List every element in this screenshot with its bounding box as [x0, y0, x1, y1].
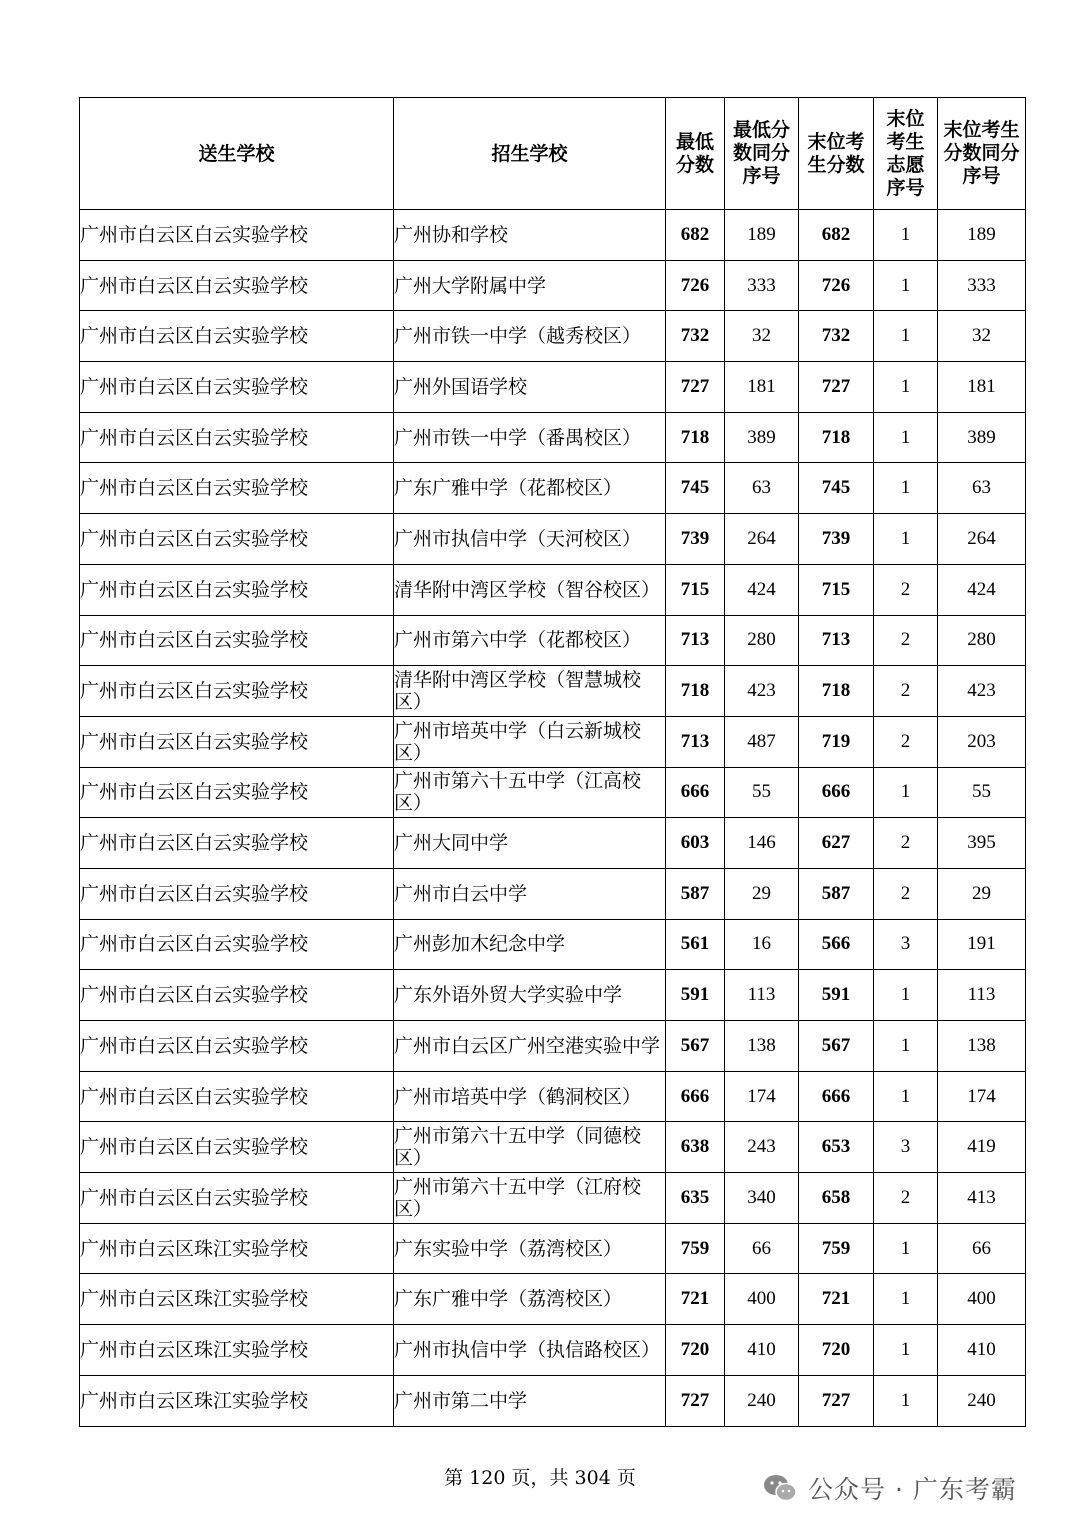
table-row [80, 362, 1026, 413]
min-score-cell: 666 [666, 767, 725, 818]
table-row [80, 868, 1026, 919]
choice-order-cell: 1 [874, 1071, 938, 1122]
choice-order-cell: 2 [874, 818, 938, 869]
min-rank-cell: 243 [725, 1122, 799, 1173]
choice-order-cell: 2 [874, 666, 938, 717]
min-score-cell: 587 [666, 868, 725, 919]
min-rank-cell: 55 [725, 767, 799, 818]
last-rank-cell: 400 [938, 1274, 1026, 1325]
header-min-rank: 最低分数同分序号 [725, 98, 799, 210]
last-rank-cell: 240 [938, 1375, 1026, 1426]
choice-order-cell: 2 [874, 615, 938, 666]
recruit-school-cell: 广州市铁一中学（越秀校区） [394, 311, 666, 362]
min-rank-cell: 340 [725, 1173, 799, 1224]
last-rank-cell: 419 [938, 1122, 1026, 1173]
min-rank-cell: 240 [725, 1375, 799, 1426]
watermark-text: 公众号 · 广东考霸 [808, 1475, 1017, 1504]
recruit-school-cell: 广州市第六十五中学（同德校区） [394, 1122, 666, 1173]
recruit-school-cell: 广州外国语学校 [394, 362, 666, 413]
header-last-rank: 末位考生分数同分序号 [938, 98, 1026, 210]
send-school-cell: 广州市白云区白云实验学校 [80, 919, 394, 970]
send-school-cell: 广州市白云区白云实验学校 [80, 767, 394, 818]
header-min-score: 最低分数 [666, 98, 725, 210]
table-row [80, 311, 1026, 362]
min-score-cell: 715 [666, 564, 725, 615]
min-rank-cell: 333 [725, 260, 799, 311]
min-rank-cell: 63 [725, 463, 799, 514]
min-score-cell: 635 [666, 1173, 725, 1224]
recruit-school-cell: 广州协和学校 [394, 210, 666, 261]
last-score-cell: 726 [799, 260, 874, 311]
min-rank-cell: 146 [725, 818, 799, 869]
last-score-cell: 658 [799, 1173, 874, 1224]
min-score-cell: 727 [666, 1375, 725, 1426]
min-score-cell: 682 [666, 210, 725, 261]
last-rank-cell: 413 [938, 1173, 1026, 1224]
min-rank-cell: 113 [725, 970, 799, 1021]
choice-order-cell: 1 [874, 463, 938, 514]
choice-order-cell: 1 [874, 514, 938, 565]
recruit-school-cell: 广州大学附属中学 [394, 260, 666, 311]
recruit-school-cell: 广州市白云中学 [394, 868, 666, 919]
last-score-cell: 732 [799, 311, 874, 362]
recruit-school-cell: 广州市第六中学（花都校区） [394, 615, 666, 666]
recruit-school-cell: 广州市执信中学（天河校区） [394, 514, 666, 565]
send-school-cell: 广州市白云区白云实验学校 [80, 1071, 394, 1122]
last-rank-cell: 423 [938, 666, 1026, 717]
send-school-cell: 广州市白云区白云实验学校 [80, 818, 394, 869]
send-school-cell: 广州市白云区白云实验学校 [80, 615, 394, 666]
last-rank-cell: 113 [938, 970, 1026, 1021]
table-row [80, 412, 1026, 463]
table-row [80, 1173, 1026, 1224]
choice-order-cell: 2 [874, 564, 938, 615]
recruit-school-cell: 广州市第二中学 [394, 1375, 666, 1426]
min-rank-cell: 400 [725, 1274, 799, 1325]
table-row [80, 615, 1026, 666]
send-school-cell: 广州市白云区珠江实验学校 [80, 1325, 394, 1376]
choice-order-cell: 1 [874, 767, 938, 818]
table-row [80, 463, 1026, 514]
recruit-school-cell: 清华附中湾区学校（智谷校区） [394, 564, 666, 615]
send-school-cell: 广州市白云区白云实验学校 [80, 514, 394, 565]
table-row [80, 1223, 1026, 1274]
send-school-cell: 广州市白云区珠江实验学校 [80, 1375, 394, 1426]
choice-order-cell: 1 [874, 412, 938, 463]
table-row [80, 1021, 1026, 1072]
min-rank-cell: 181 [725, 362, 799, 413]
choice-order-cell: 1 [874, 970, 938, 1021]
send-school-cell: 广州市白云区白云实验学校 [80, 412, 394, 463]
last-score-cell: 666 [799, 767, 874, 818]
send-school-cell: 广州市白云区白云实验学校 [80, 311, 394, 362]
send-school-cell: 广州市白云区白云实验学校 [80, 564, 394, 615]
last-rank-cell: 203 [938, 716, 1026, 767]
choice-order-cell: 1 [874, 362, 938, 413]
send-school-cell: 广州市白云区珠江实验学校 [80, 1223, 394, 1274]
min-score-cell: 720 [666, 1325, 725, 1376]
last-score-cell: 566 [799, 919, 874, 970]
min-score-cell: 745 [666, 463, 725, 514]
min-rank-cell: 32 [725, 311, 799, 362]
recruit-school-cell: 广东实验中学（荔湾校区） [394, 1223, 666, 1274]
send-school-cell: 广州市白云区珠江实验学校 [80, 1274, 394, 1325]
choice-order-cell: 1 [874, 1325, 938, 1376]
min-rank-cell: 174 [725, 1071, 799, 1122]
recruit-school-cell: 广州市第六十五中学（江府校区） [394, 1173, 666, 1224]
last-rank-cell: 181 [938, 362, 1026, 413]
last-rank-cell: 424 [938, 564, 1026, 615]
last-rank-cell: 389 [938, 412, 1026, 463]
last-rank-cell: 55 [938, 767, 1026, 818]
min-score-cell: 561 [666, 919, 725, 970]
last-score-cell: 627 [799, 818, 874, 869]
min-rank-cell: 29 [725, 868, 799, 919]
last-score-cell: 721 [799, 1274, 874, 1325]
send-school-cell: 广州市白云区白云实验学校 [80, 970, 394, 1021]
table-row [80, 210, 1026, 261]
min-score-cell: 603 [666, 818, 725, 869]
choice-order-cell: 2 [874, 1173, 938, 1224]
last-score-cell: 719 [799, 716, 874, 767]
min-rank-cell: 423 [725, 666, 799, 717]
table-row [80, 1274, 1026, 1325]
last-score-cell: 591 [799, 970, 874, 1021]
recruit-school-cell: 广东广雅中学（荔湾校区） [394, 1274, 666, 1325]
send-school-cell: 广州市白云区白云实验学校 [80, 716, 394, 767]
last-rank-cell: 264 [938, 514, 1026, 565]
header-last-choice: 末位考生志愿序号 [874, 98, 938, 210]
min-score-cell: 739 [666, 514, 725, 565]
choice-order-cell: 2 [874, 716, 938, 767]
table-row [80, 716, 1026, 767]
send-school-cell: 广州市白云区白云实验学校 [80, 210, 394, 261]
recruit-school-cell: 广州市白云区广州空港实验中学 [394, 1021, 666, 1072]
choice-order-cell: 1 [874, 1274, 938, 1325]
table-row [80, 1375, 1026, 1426]
last-score-cell: 727 [799, 362, 874, 413]
last-score-cell: 718 [799, 666, 874, 717]
min-score-cell: 591 [666, 970, 725, 1021]
last-score-cell: 567 [799, 1021, 874, 1072]
score-table [79, 97, 1026, 1427]
last-score-cell: 715 [799, 564, 874, 615]
min-score-cell: 713 [666, 716, 725, 767]
send-school-cell: 广州市白云区白云实验学校 [80, 260, 394, 311]
table-row [80, 919, 1026, 970]
last-rank-cell: 174 [938, 1071, 1026, 1122]
table-row [80, 564, 1026, 615]
last-score-cell: 745 [799, 463, 874, 514]
last-rank-cell: 410 [938, 1325, 1026, 1376]
choice-order-cell: 1 [874, 311, 938, 362]
min-score-cell: 567 [666, 1021, 725, 1072]
recruit-school-cell: 广州市培英中学（鹤洞校区） [394, 1071, 666, 1122]
last-score-cell: 759 [799, 1223, 874, 1274]
last-score-cell: 720 [799, 1325, 874, 1376]
min-score-cell: 759 [666, 1223, 725, 1274]
table-row [80, 1071, 1026, 1122]
last-rank-cell: 395 [938, 818, 1026, 869]
min-rank-cell: 16 [725, 919, 799, 970]
min-rank-cell: 424 [725, 564, 799, 615]
header-send-school: 送生学校 [80, 98, 394, 210]
table-row [80, 260, 1026, 311]
min-rank-cell: 66 [725, 1223, 799, 1274]
last-rank-cell: 63 [938, 463, 1026, 514]
header-row [80, 98, 1026, 210]
recruit-school-cell: 清华附中湾区学校（智慧城校区） [394, 666, 666, 717]
table-row [80, 818, 1026, 869]
table-body [80, 210, 1026, 1427]
last-rank-cell: 66 [938, 1223, 1026, 1274]
min-score-cell: 713 [666, 615, 725, 666]
choice-order-cell: 1 [874, 1375, 938, 1426]
choice-order-cell: 1 [874, 1223, 938, 1274]
min-score-cell: 727 [666, 362, 725, 413]
recruit-school-cell: 广东外语外贸大学实验中学 [394, 970, 666, 1021]
watermark [762, 1468, 1062, 1508]
last-score-cell: 718 [799, 412, 874, 463]
choice-order-cell: 1 [874, 210, 938, 261]
send-school-cell: 广州市白云区白云实验学校 [80, 1021, 394, 1072]
recruit-school-cell: 广州大同中学 [394, 818, 666, 869]
send-school-cell: 广州市白云区白云实验学校 [80, 463, 394, 514]
min-score-cell: 666 [666, 1071, 725, 1122]
choice-order-cell: 3 [874, 1122, 938, 1173]
wechat-icon [762, 1473, 798, 1503]
last-rank-cell: 29 [938, 868, 1026, 919]
recruit-school-cell: 广州彭加木纪念中学 [394, 919, 666, 970]
min-score-cell: 732 [666, 311, 725, 362]
last-rank-cell: 280 [938, 615, 1026, 666]
page-number: 第 120 页，共 304 页 [444, 1467, 636, 1489]
min-rank-cell: 280 [725, 615, 799, 666]
min-rank-cell: 264 [725, 514, 799, 565]
last-rank-cell: 189 [938, 210, 1026, 261]
last-rank-cell: 32 [938, 311, 1026, 362]
min-score-cell: 726 [666, 260, 725, 311]
min-score-cell: 718 [666, 412, 725, 463]
table-row [80, 1122, 1026, 1173]
choice-order-cell: 1 [874, 260, 938, 311]
last-score-cell: 713 [799, 615, 874, 666]
last-rank-cell: 138 [938, 1021, 1026, 1072]
recruit-school-cell: 广东广雅中学（花都校区） [394, 463, 666, 514]
min-rank-cell: 410 [725, 1325, 799, 1376]
min-rank-cell: 389 [725, 412, 799, 463]
recruit-school-cell: 广州市铁一中学（番禺校区） [394, 412, 666, 463]
choice-order-cell: 3 [874, 919, 938, 970]
choice-order-cell: 1 [874, 1021, 938, 1072]
min-score-cell: 638 [666, 1122, 725, 1173]
send-school-cell: 广州市白云区白云实验学校 [80, 362, 394, 413]
table-row [80, 514, 1026, 565]
recruit-school-cell: 广州市第六十五中学（江高校区） [394, 767, 666, 818]
last-score-cell: 666 [799, 1071, 874, 1122]
table-row [80, 1325, 1026, 1376]
min-score-cell: 718 [666, 666, 725, 717]
last-score-cell: 727 [799, 1375, 874, 1426]
send-school-cell: 广州市白云区白云实验学校 [80, 1173, 394, 1224]
last-rank-cell: 333 [938, 260, 1026, 311]
recruit-school-cell: 广州市培英中学（白云新城校区） [394, 716, 666, 767]
table-row [80, 970, 1026, 1021]
table-row [80, 767, 1026, 818]
min-rank-cell: 487 [725, 716, 799, 767]
send-school-cell: 广州市白云区白云实验学校 [80, 666, 394, 717]
header-last-score: 末位考生分数 [799, 98, 874, 210]
header-recruit-school: 招生学校 [394, 98, 666, 210]
last-score-cell: 739 [799, 514, 874, 565]
last-score-cell: 587 [799, 868, 874, 919]
min-rank-cell: 189 [725, 210, 799, 261]
min-score-cell: 721 [666, 1274, 725, 1325]
recruit-school-cell: 广州市执信中学（执信路校区） [394, 1325, 666, 1376]
last-score-cell: 682 [799, 210, 874, 261]
table-row [80, 666, 1026, 717]
last-score-cell: 653 [799, 1122, 874, 1173]
send-school-cell: 广州市白云区白云实验学校 [80, 1122, 394, 1173]
send-school-cell: 广州市白云区白云实验学校 [80, 868, 394, 919]
min-rank-cell: 138 [725, 1021, 799, 1072]
choice-order-cell: 2 [874, 868, 938, 919]
last-rank-cell: 191 [938, 919, 1026, 970]
